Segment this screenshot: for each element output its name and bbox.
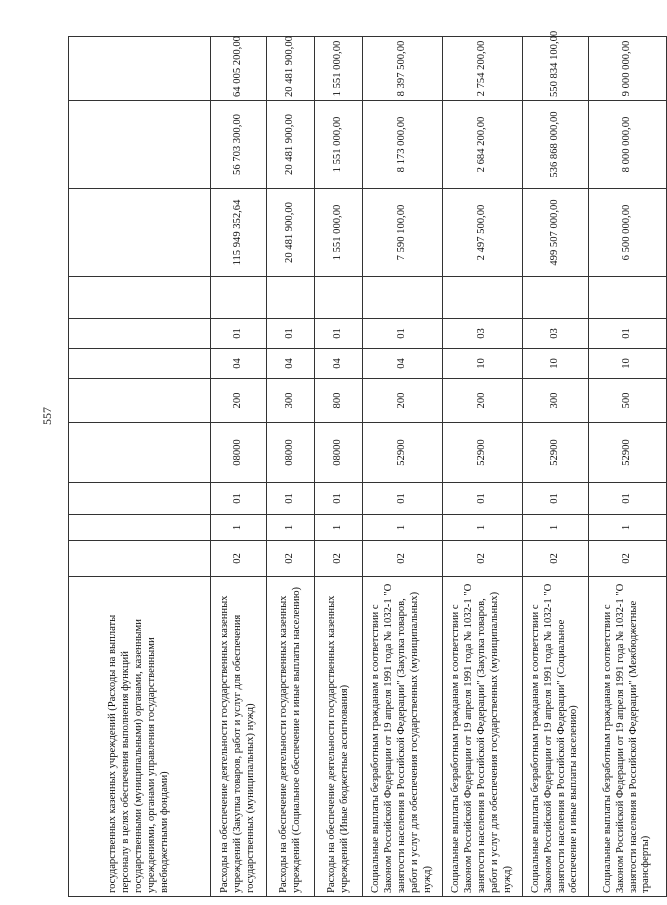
cell-extra [523, 277, 589, 319]
cell-kosgu1: 10 [443, 349, 523, 379]
cell-amount2: 8 000 000,00 [589, 101, 667, 189]
cell-kosgu1 [69, 349, 211, 379]
cell-subsection [69, 483, 211, 515]
cell-target: 08000 [267, 423, 315, 483]
cell-vr: 500 [589, 379, 667, 423]
row-description: Расходы на обеспечение деятельности государственных казенных учреждений (Закупка товаров, работ и услуг для обеспечения государственных (муниципальных) нужд) [211, 577, 267, 897]
table-row [523, 37, 589, 897]
cell-grbs: 02 [363, 541, 443, 577]
cell-extra [443, 277, 523, 319]
cell-grbs: 02 [589, 541, 667, 577]
cell-kosgu2: 01 [315, 319, 363, 349]
cell-subsection: 01 [315, 483, 363, 515]
cell-amount1 [69, 189, 211, 277]
cell-amount3 [69, 37, 211, 101]
cell-grbs [69, 541, 211, 577]
table-body [69, 30, 667, 897]
cell-amount3: 550 834 100,00 [523, 37, 589, 101]
table-row [315, 37, 363, 897]
cell-extra [69, 277, 211, 319]
cell-kosgu1: 04 [315, 349, 363, 379]
cell-section: 1 [211, 515, 267, 541]
row-description: государственных казенных учреждений (Расходы на выплаты персоналу в целях обеспечения выполнения функций государственными (муниципальными) органами, казенными учреждениями, органами управления государственными внебюджетными фондами) [69, 577, 211, 897]
cell-grbs: 02 [315, 541, 363, 577]
table-row [589, 37, 667, 897]
budget-table [68, 30, 667, 897]
cell-section: 1 [443, 515, 523, 541]
cell-grbs: 02 [211, 541, 267, 577]
cell-amount1: 115 949 352,64 [211, 189, 267, 277]
cell-subsection: 01 [363, 483, 443, 515]
cell-subsection: 01 [211, 483, 267, 515]
cell-target: 08000 [315, 423, 363, 483]
cell-kosgu1: 10 [589, 349, 667, 379]
table-row [69, 37, 211, 897]
cell-target: 52900 [443, 423, 523, 483]
cell-kosgu2: 01 [589, 319, 667, 349]
row-description: Социальные выплаты безработным гражданам в соответствии с Законом Российской Федерации от 19 апреля 1991 года № 1032-1 "О занятости населения в Российской Федерации" (Закупка товаров, работ и услуг для обеспечения государственных (муниципальных) нужд) [363, 577, 443, 897]
cell-amount1: 2 497 500,00 [443, 189, 523, 277]
cell-kosgu1: 04 [267, 349, 315, 379]
cell-amount3: 64 005 200,00 [211, 37, 267, 101]
cell-section: 1 [363, 515, 443, 541]
cell-amount1: 20 481 900,00 [267, 189, 315, 277]
cell-amount1: 6 500 000,00 [589, 189, 667, 277]
table-row [363, 37, 443, 897]
cell-amount3: 2 754 200,00 [443, 37, 523, 101]
cell-section: 1 [315, 515, 363, 541]
cell-kosgu1: 10 [523, 349, 589, 379]
cell-target [69, 423, 211, 483]
cell-section: 1 [589, 515, 667, 541]
cell-extra [211, 277, 267, 319]
cell-section [69, 515, 211, 541]
page-number: 557 [40, 407, 54, 425]
cell-kosgu1: 04 [211, 349, 267, 379]
row-description: Социальные выплаты безработным гражданам в соответствии с Законом Российской Федерации от 19 апреля 1991 года № 1032-1 "О занятости населения в Российской Федерации" (Закупка товаров, работ и услуг для обеспечения государственных (муниципальных) нужд) [443, 577, 523, 897]
cell-amount3: 9 000 000,00 [589, 37, 667, 101]
cell-amount2: 2 684 200,00 [443, 101, 523, 189]
cell-target: 08000 [211, 423, 267, 483]
cell-section: 1 [267, 515, 315, 541]
cell-amount1: 7 590 100,00 [363, 189, 443, 277]
cell-amount2: 56 703 300,00 [211, 101, 267, 189]
cell-kosgu2: 01 [211, 319, 267, 349]
cell-amount2: 8 173 000,00 [363, 101, 443, 189]
cell-vr: 300 [267, 379, 315, 423]
cell-vr: 200 [443, 379, 523, 423]
cell-amount2: 536 868 000,00 [523, 101, 589, 189]
cell-subsection: 01 [589, 483, 667, 515]
row-description: Социальные выплаты безработным гражданам в соответствии с Законом Российской Федерации от 19 апреля 1991 года № 1032-1 "О занятости населения в Российской Федерации" (Межбюджетные трансферты) [589, 577, 667, 897]
cell-section: 1 [523, 515, 589, 541]
cell-extra [363, 277, 443, 319]
cell-vr: 200 [363, 379, 443, 423]
cell-kosgu2: 01 [267, 319, 315, 349]
cell-subsection: 01 [443, 483, 523, 515]
cell-target: 52900 [363, 423, 443, 483]
cell-amount2: 20 481 900,00 [267, 101, 315, 189]
cell-vr: 200 [211, 379, 267, 423]
cell-extra [315, 277, 363, 319]
table-row [443, 37, 523, 897]
cell-amount2 [69, 101, 211, 189]
cell-kosgu1: 04 [363, 349, 443, 379]
rotated-table-wrapper [68, 30, 652, 897]
cell-kosgu2: 01 [363, 319, 443, 349]
table-row [267, 37, 315, 897]
cell-target: 52900 [523, 423, 589, 483]
cell-target: 52900 [589, 423, 667, 483]
cell-kosgu2 [69, 319, 211, 349]
cell-extra [267, 277, 315, 319]
row-description: Социальные выплаты безработным гражданам в соответствии с Законом Российской Федерации от 19 апреля 1991 года № 1032-1 "О занятости населения в Российской Федерации" (Социальное обеспечение и иные выплаты населению) [523, 577, 589, 897]
row-description: Расходы на обеспечение деятельности государственных казенных учреждений (Социальное обеспечение и иные выплаты населению) [267, 577, 315, 897]
cell-vr: 800 [315, 379, 363, 423]
cell-amount1: 1 551 000,00 [315, 189, 363, 277]
row-description: Расходы на обеспечение деятельности государственных казенных учреждений (Иные бюджетные ассигнования) [315, 577, 363, 897]
cell-grbs: 02 [267, 541, 315, 577]
cell-subsection: 01 [523, 483, 589, 515]
cell-grbs: 02 [443, 541, 523, 577]
cell-extra [589, 277, 667, 319]
cell-amount2: 1 551 000,00 [315, 101, 363, 189]
cell-vr [69, 379, 211, 423]
cell-grbs: 02 [523, 541, 589, 577]
cell-amount3: 20 481 900,00 [267, 37, 315, 101]
cell-vr: 300 [523, 379, 589, 423]
cell-amount3: 8 397 500,00 [363, 37, 443, 101]
cell-kosgu2: 03 [523, 319, 589, 349]
table-row [211, 37, 267, 897]
cell-subsection: 01 [267, 483, 315, 515]
cell-amount1: 499 507 000,00 [523, 189, 589, 277]
cell-amount3: 1 551 000,00 [315, 37, 363, 101]
cell-kosgu2: 03 [443, 319, 523, 349]
